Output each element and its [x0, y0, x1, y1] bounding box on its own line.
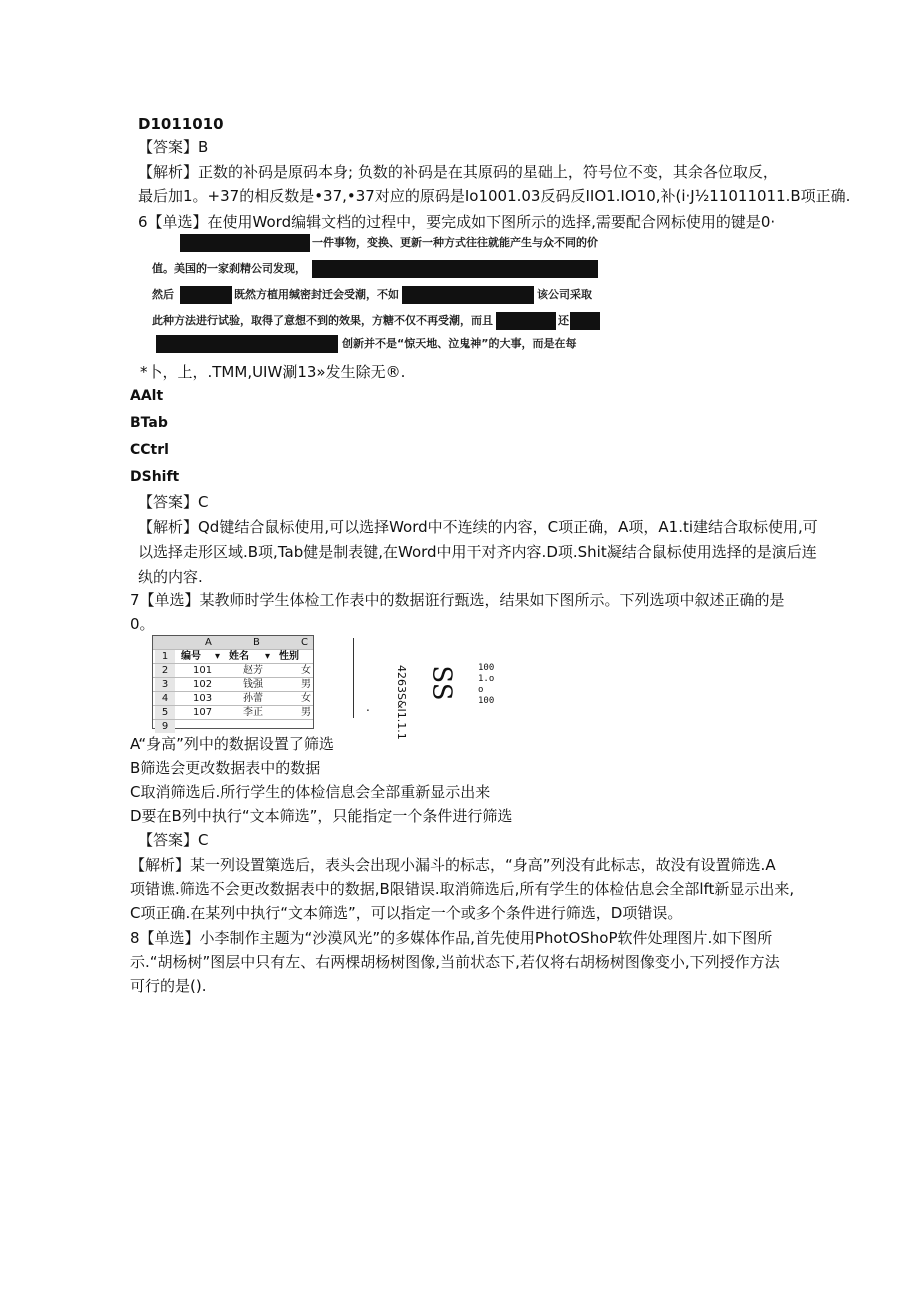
option-c: CCtrl: [130, 442, 169, 458]
filter-dropdown-icon[interactable]: ▾: [215, 651, 221, 662]
explanation-line: 纨的内容.: [138, 568, 203, 586]
question-8-line: 可行的是().: [130, 977, 207, 995]
row-number: 1: [155, 650, 175, 663]
table-cell: 男: [301, 707, 311, 718]
table-cell: 男: [301, 679, 311, 690]
answer-label: 【答案】B: [138, 138, 209, 156]
explanation-line: 【解析】正数的补码是原码本身; 负数的补码是在其原码的星础上，符号位不变，其余各位取反，: [138, 163, 778, 181]
table-cell: 107: [193, 707, 213, 718]
explanation-line: 项错谯.筛选不会更改数据表中的数据,B限错误.取消筛选后,所有学生的体检估息会全部lft新显示出来,: [130, 880, 795, 898]
figure-divider: [353, 638, 354, 718]
table-cell: 孙蕾: [243, 693, 263, 704]
column-header: B: [253, 637, 260, 648]
side-number: 1.o: [478, 674, 495, 684]
side-number: 100: [478, 663, 495, 673]
word-figure-text: 一件事物，变换、更新一种方式往往就能产生与众不同的价: [312, 236, 598, 249]
option-b: BTab: [130, 415, 168, 431]
explanation-line: 以选择走形区域.B项,Tab健是制表键,在Word中用干对齐内容.D项.Shit凝结合鼠标使用选择的是演后连: [138, 543, 817, 561]
option-d: D要在B列中执行“文本筛选”，只能指定一个条件进行筛选: [130, 807, 513, 825]
question-8-line: 示.“胡杨树”图层中只有左、右两棵胡杨树图像,当前状态下,若仅将右胡杨树图像变小,下列授作方法: [130, 953, 780, 971]
table-cell: 女: [301, 665, 311, 676]
figure-big-text: SS: [426, 665, 457, 701]
question-6: 6【单选】在使用Word编辑文档的过程中，要完成如下图所示的选择,需要配合网标使用的键是0·: [138, 213, 776, 231]
filter-dropdown-icon[interactable]: ▾: [265, 651, 271, 662]
word-figure-text: 该公司采取: [537, 288, 592, 301]
word-figure-text: 值。美国的一家刹精公司发现，: [152, 262, 306, 275]
option-b: B筛选会更改数据表中的数据: [130, 759, 321, 777]
row-number: 3: [155, 678, 175, 691]
answer-label: 【答案】C: [138, 493, 209, 511]
question-7: 7【单选】某教师时学生体检工作表中的数据诳行甄选，结果如下图所示。下列选项中叙述正确的是: [130, 591, 785, 609]
side-number: 100: [478, 696, 495, 706]
table-cell: 102: [193, 679, 213, 690]
excel-filter-figure: [152, 635, 314, 732]
table-cell: 李正: [243, 707, 263, 718]
explanation-line: 【解析】Qd键结合鼠标使用,可以选择Word中不连续的内容，C项正确，A项，A1.ti建结合取标使用,可: [138, 518, 818, 536]
explanation-line: 【解析】某一列设置篥选后，表头会出现小漏斗的标志，“身高”列没有此标志，故没有设置筛选.A: [130, 856, 776, 874]
option-d: DShift: [130, 469, 180, 485]
row-number: 9: [155, 720, 175, 733]
table-cell: 赵芳: [243, 665, 263, 676]
table-header: 性别: [279, 651, 299, 662]
option-a: A“身高”列中的数据设置了筛选: [130, 735, 334, 753]
table-header: 姓名: [229, 651, 249, 662]
column-header: C: [301, 637, 308, 648]
word-figure-text: 创新并不是“惊天地、泣鬼神”的大事，而是在每: [342, 337, 577, 350]
word-selection-figure: [152, 232, 600, 354]
table-cell: 女: [301, 693, 311, 704]
figure-vertical-text: 4263S&I1.1.1: [395, 665, 408, 740]
answer-label: 【答案】C: [138, 831, 209, 849]
word-figure-text: 此种方法进行试验，取得了意想不到的效果，方糖不仅不再受潮，而且: [152, 314, 493, 327]
table-header: 编号: [181, 651, 201, 662]
figure-caption: *卜，上，.TMM,UIW涮13»发生除无®.: [140, 363, 406, 381]
row-number: 2: [155, 664, 175, 677]
word-figure-text: 还: [558, 314, 569, 327]
column-header: A: [205, 637, 212, 648]
row-number: 4: [155, 692, 175, 705]
word-figure-text: 既然方植用缄密封迁会受潮，不如: [234, 288, 399, 301]
answer-option-line: D1011010: [138, 115, 224, 133]
figure-side-numbers: [478, 663, 494, 707]
figure-dot: .: [366, 700, 370, 714]
word-figure-text: 然后: [152, 288, 174, 301]
explanation-line: 最后加1。+37的相反数是•37,•37对应的原码是Io1001.03反码反IIO1.IO10,补(i·J½11011011.B项正确.: [138, 187, 851, 205]
table-cell: 103: [193, 693, 213, 704]
table-cell: 101: [193, 665, 213, 676]
question-8: 8【单选】小李制作主题为“沙漠风光”的多媒体作品,首先使用PhotOShoP软件处理图片.如下图所: [130, 929, 773, 947]
side-number: o: [478, 685, 484, 695]
option-a: AAlt: [130, 388, 164, 404]
table-cell: 钱强: [243, 679, 263, 690]
question-7-tail: 0。: [130, 615, 155, 633]
option-c: C取消筛选后.所行学生的体检信息会全部重新显示出来: [130, 783, 491, 801]
explanation-line: C项正确.在某列中执行“文本筛选”，可以指定一个或多个条件进行筛选，D项错误。: [130, 904, 683, 922]
row-number: 5: [155, 706, 175, 719]
